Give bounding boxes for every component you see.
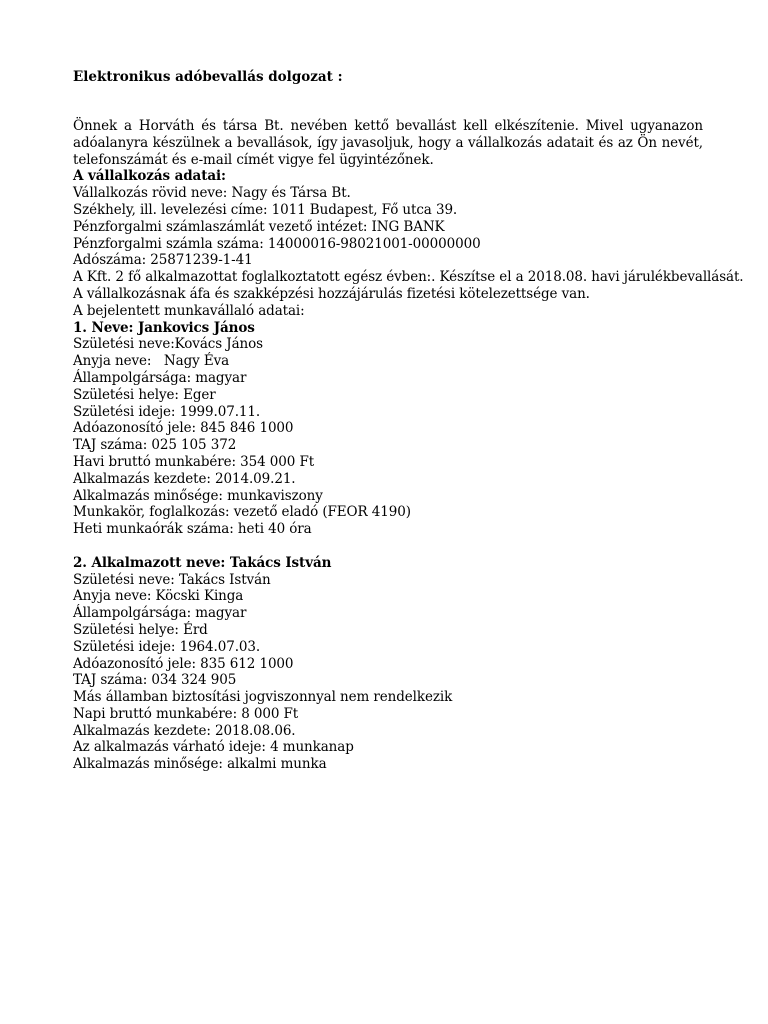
company-account-number: Pénzforgalmi számla száma: 14000016-98021001-00000000 <box>73 235 481 252</box>
company-heading: A vállalkozás adatai: <box>73 168 226 185</box>
company-short-name: Vállalkozás rövid neve: Nagy és Társa Bt. <box>73 185 351 202</box>
employee-1-heading: 1. Neve: Jankovics János <box>73 319 255 336</box>
employee-2-citizenship: Állampolgársága: magyar <box>73 605 247 622</box>
company-bank: Pénzforgalmi számlaszámlát vezető intézet: ING BANK <box>73 218 445 235</box>
employee-2-employment-type: Alkalmazás minősége: alkalmi munka <box>73 756 327 773</box>
section-spacer <box>73 538 703 555</box>
employee-1-birth-place: Születési helye: Eger <box>73 386 216 403</box>
employee-2-mother-name: Anyja neve: Köcski Kinga <box>73 588 244 605</box>
company-employees-note: A Kft. 2 fő alkalmazottat foglalkoztatott egész évben:. Készítse el a 2018.08. havi járulékbevallását. <box>73 269 744 286</box>
employees-intro: A bejelentett munkavállaló adatai: <box>73 302 305 319</box>
employee-1-section <box>73 320 703 538</box>
company-obligations-note: A vállalkozásnak áfa és szakképzési hozzájárulás fizetési kötelezettsége van. <box>73 285 590 302</box>
employee-2-birth-name: Születési neve: Takács István <box>73 571 271 588</box>
employee-1-monthly-wage: Havi bruttó munkabére: 354 000 Ft <box>73 453 315 470</box>
employee-1-weekly-hours: Heti munkaórák száma: heti 40 óra <box>73 521 312 538</box>
intro-paragraph: Önnek a Horváth és társa Bt. nevében kettő bevallást kell elkészítenie. Mivel ugyanazon adóalanyra készülnek a bevallások, így javasoljuk, hogy a vállalkozás adatait és az Ön nevét, telefonszámát és e-mail címét vigye fel ügyintézőnek. <box>73 118 703 168</box>
employee-1-citizenship: Állampolgársága: magyar <box>73 369 247 386</box>
document-title: Elektronikus adóbevallás dolgozat : <box>73 69 343 85</box>
employee-1-occupation: Munkakör, foglalkozás: vezető eladó (FEOR 4190) <box>73 504 411 521</box>
employee-2-taj: TAJ száma: 034 324 905 <box>73 672 237 689</box>
company-address: Székhely, ill. levelezési címe: 1011 Budapest, Fő utca 39. <box>73 201 458 218</box>
employee-2-daily-wage: Napi bruttó munkabére: 8 000 Ft <box>73 705 299 722</box>
employee-2-start-date: Alkalmazás kezdete: 2018.08.06. <box>73 722 296 739</box>
company-tax-number: Adószáma: 25871239-1-41 <box>73 252 253 269</box>
employee-2-insurance-note: Más államban biztosítási jogviszonnyal nem rendelkezik <box>73 689 453 706</box>
company-section <box>73 168 744 319</box>
employee-1-birth-name: Születési neve:Kovács János <box>73 336 263 353</box>
employee-1-tax-id: Adóazonosító jele: 845 846 1000 <box>73 420 294 437</box>
document-page <box>73 68 744 773</box>
employee-2-duration: Az alkalmazás várható ideje: 4 munkanap <box>73 739 354 756</box>
employee-1-mother-name: Anyja neve: Nagy Éva <box>73 353 230 370</box>
employee-2-birth-date: Születési ideje: 1964.07.03. <box>73 638 261 655</box>
employee-1-employment-type: Alkalmazás minősége: munkaviszony <box>73 487 323 504</box>
employee-1-start-date: Alkalmazás kezdete: 2014.09.21. <box>73 470 296 487</box>
employee-1-taj: TAJ száma: 025 105 372 <box>73 437 237 454</box>
employee-2-heading: 2. Alkalmazott neve: Takács István <box>73 554 332 571</box>
employee-2-birth-place: Születési helye: Érd <box>73 621 208 638</box>
employee-1-birth-date: Születési ideje: 1999.07.11. <box>73 403 261 420</box>
employee-2-section <box>73 555 703 773</box>
employee-2-tax-id: Adóazonosító jele: 835 612 1000 <box>73 655 294 672</box>
